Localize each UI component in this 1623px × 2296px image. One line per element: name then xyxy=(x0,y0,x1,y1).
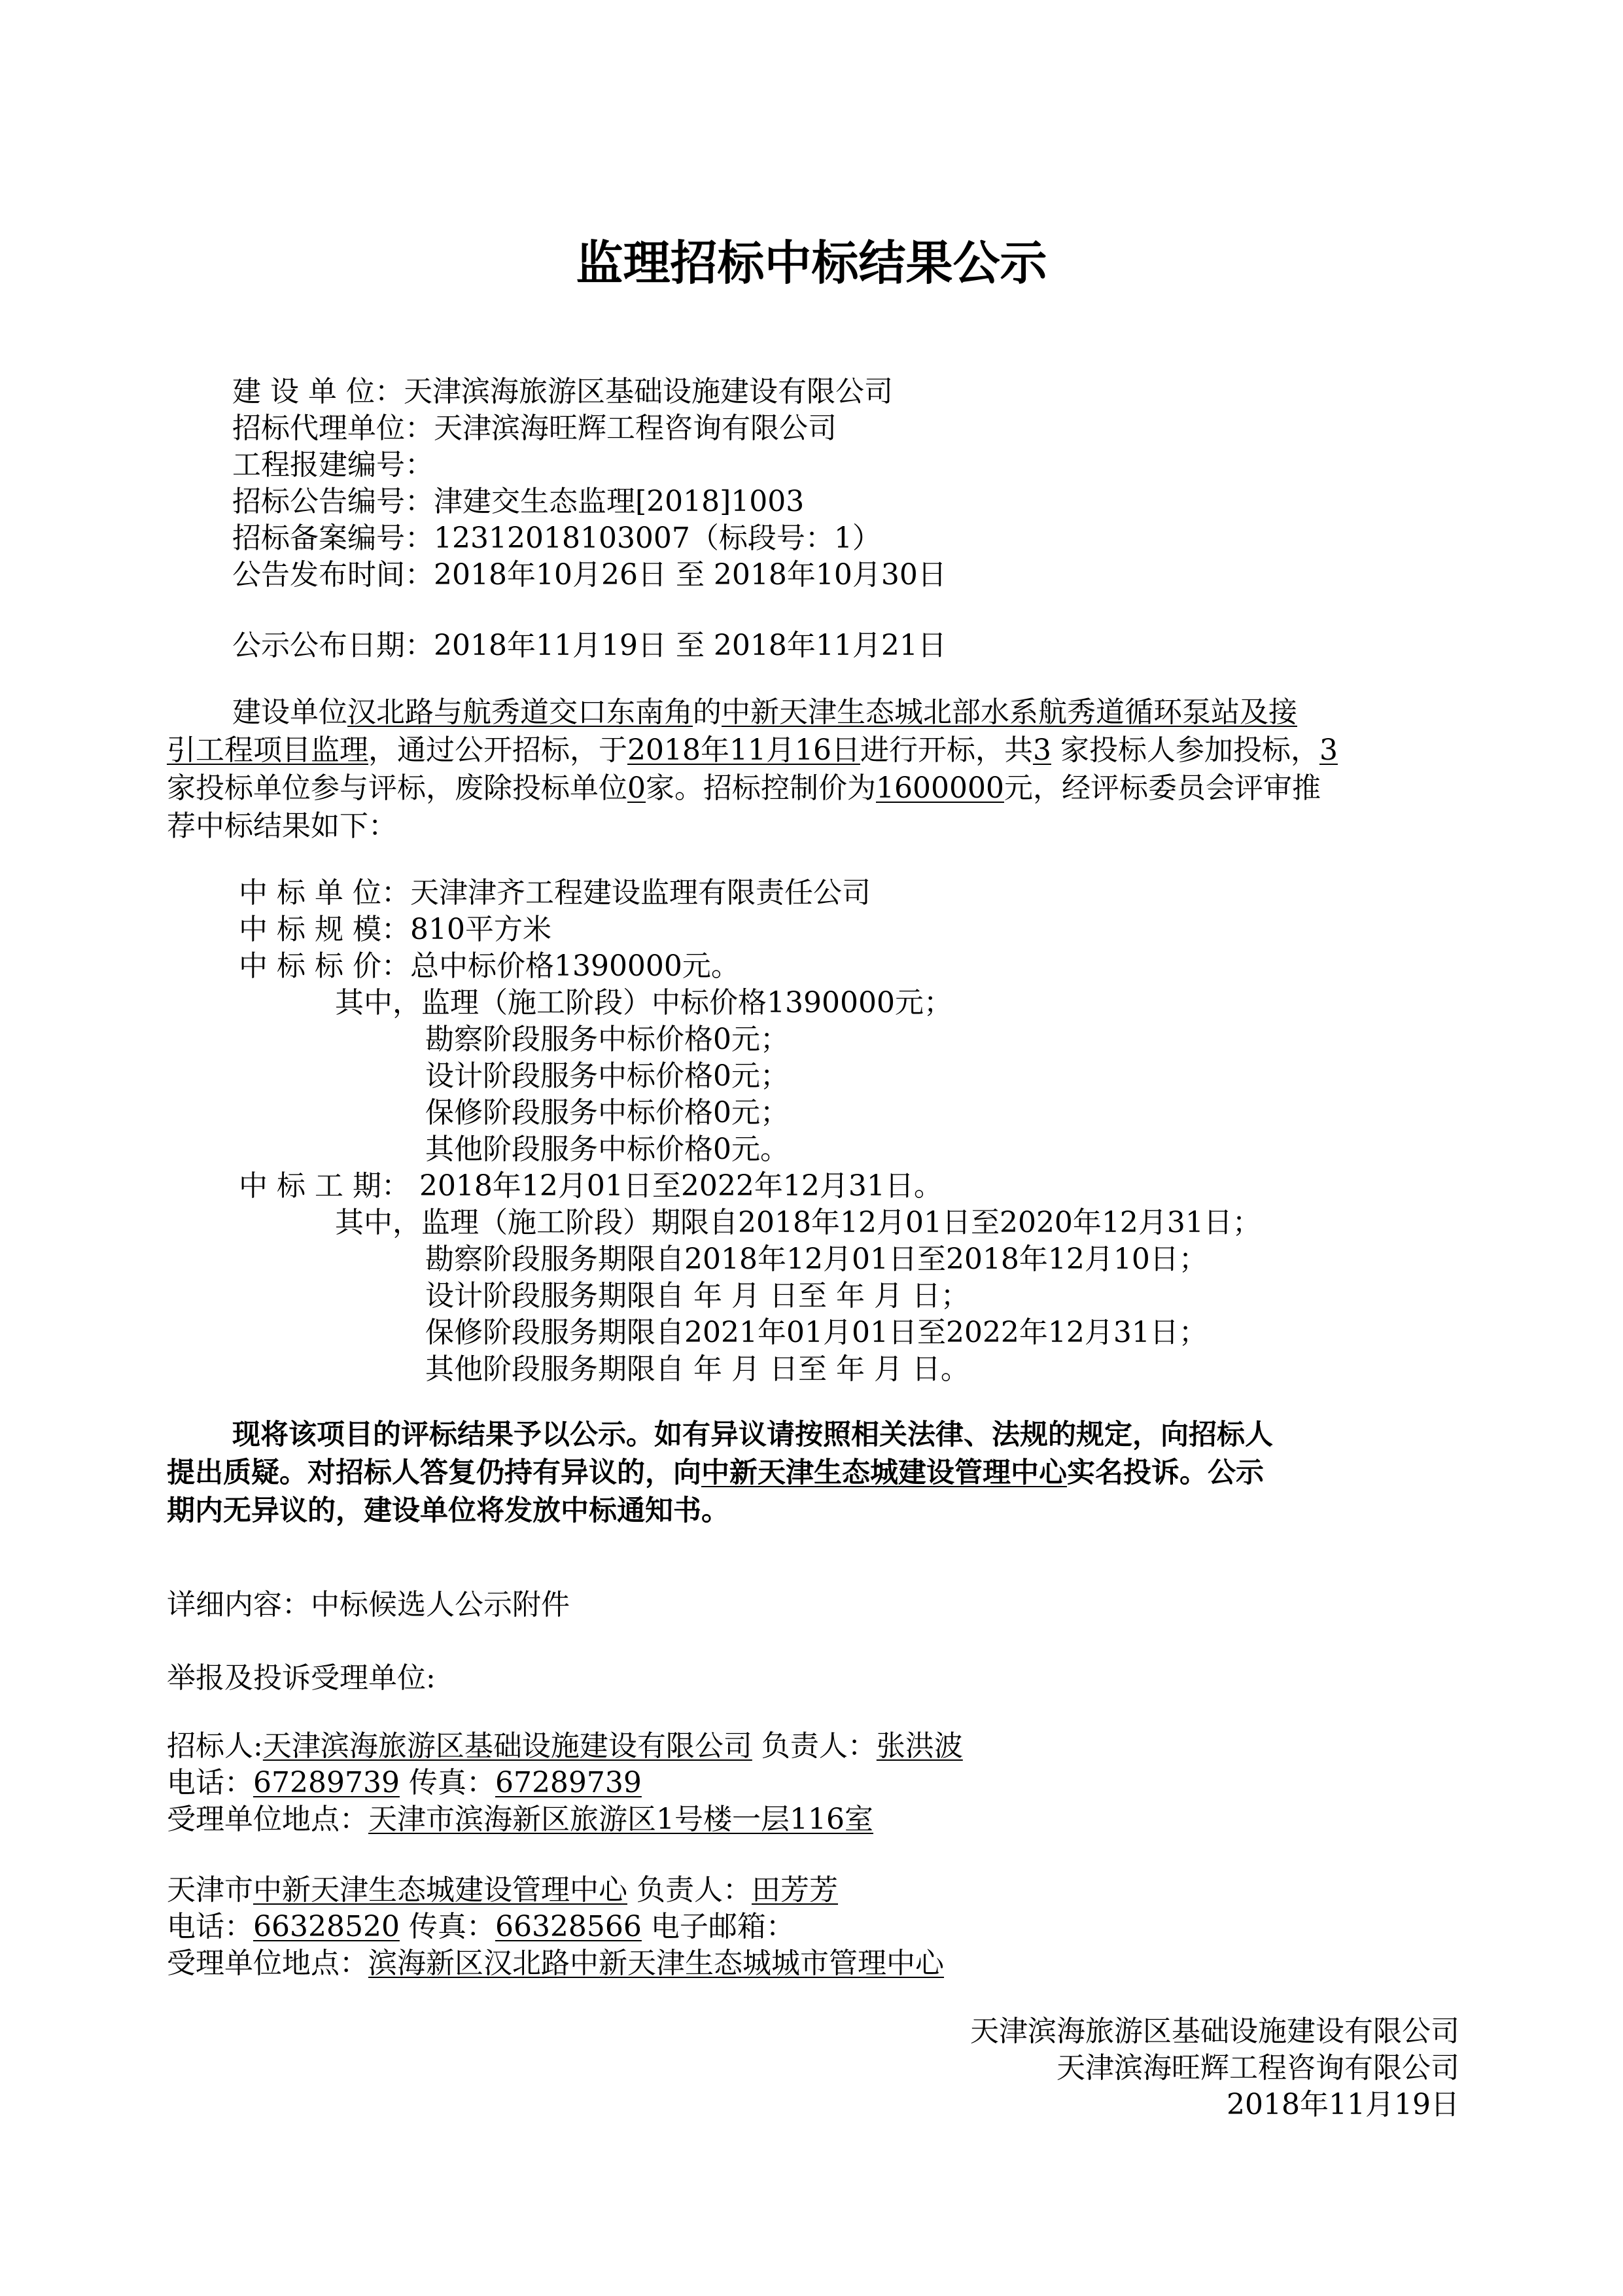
address-label: 受理单位地点： xyxy=(167,1803,368,1836)
page-title: 监理招标中标结果公示 xyxy=(576,236,1047,291)
header-row-record-no xyxy=(232,520,881,557)
tenderer-name: 天津滨海旅游区基础设施建设有限公司 xyxy=(262,1729,752,1763)
open-date: 2018年11月16日 xyxy=(627,733,860,767)
tenderer-contact-line xyxy=(167,1764,642,1802)
authority-address-line xyxy=(167,1945,944,1983)
body-text: ，通过公开招标，于 xyxy=(368,733,627,767)
result-period: 中 标 工 期： 2018年12月01日至2022年12月31日。 xyxy=(239,1169,943,1203)
project-location: 汉北路与航秀道交口东南角 xyxy=(347,696,693,729)
header-label: 公告发布时间： xyxy=(232,558,434,592)
tenderer-address-line xyxy=(167,1801,873,1839)
email-label: 电子邮箱： xyxy=(641,1910,795,1943)
header-label: 建 设 单 位： xyxy=(232,375,404,408)
authority-contact-line xyxy=(167,1908,795,1946)
body-text: 家投标单位参与评标，废除投标单位 xyxy=(167,771,627,805)
price-item: 设计阶段服务中标价格0元； xyxy=(425,1059,789,1093)
rejected-count: 0 xyxy=(627,771,646,805)
header-row-builder xyxy=(232,373,893,411)
header-value: 2018年10月26日 至 2018年10月30日 xyxy=(434,558,947,592)
header-value: 天津滨海旺辉工程咨询有限公司 xyxy=(434,412,837,445)
header-value: 天津滨海旅游区基础设施建设有限公司 xyxy=(403,375,893,408)
header-value: 12312018103007（标段号：1） xyxy=(434,521,881,555)
publicity-value: 2018年11月19日 至 2018年11月21日 xyxy=(434,629,947,662)
bidder-count: 3 xyxy=(1032,733,1051,767)
notice-line-3: 期内无异议的，建设单位将发放中标通知书。 xyxy=(167,1494,729,1527)
person-label: 负责人： xyxy=(752,1729,877,1763)
header-label: 招标公告编号： xyxy=(232,485,434,518)
authority-fax: 66328566 xyxy=(495,1910,642,1943)
control-price: 1600000 xyxy=(876,771,1004,805)
header-row-agent xyxy=(232,410,837,448)
fax-label: 传真： xyxy=(399,1766,495,1799)
tenderer-tel: 67289739 xyxy=(253,1766,400,1799)
body-line-4: 荐中标结果如下： xyxy=(167,809,397,843)
notice-text: 实名投诉。公示 xyxy=(1067,1457,1264,1489)
result-unit: 中 标 单 位：天津津齐工程建设监理有限责任公司 xyxy=(239,876,871,910)
publicity-label: 公示公布日期： xyxy=(232,629,434,662)
tenderer-fax: 67289739 xyxy=(495,1766,642,1799)
price-item: 其他阶段服务中标价格0元。 xyxy=(425,1133,789,1166)
person-label: 负责人： xyxy=(627,1873,752,1907)
authority-person: 田芳芳 xyxy=(752,1873,838,1907)
body-line-1 xyxy=(232,694,1297,732)
signature-agent: 天津滨海旺辉工程咨询有限公司 xyxy=(1056,2051,1459,2085)
period-item: 设计阶段服务期限自 年 月 日至 年 月 日； xyxy=(425,1279,969,1313)
detail-line: 详细内容：中标候选人公示附件 xyxy=(167,1588,570,1621)
body-text: 家。招标控制价为 xyxy=(646,771,876,805)
header-value: 津建交生态监理[2018]1003 xyxy=(434,485,805,518)
tenderer-label: 招标人: xyxy=(167,1729,263,1763)
body-text: 的 xyxy=(693,696,722,729)
header-row-notice-time xyxy=(232,556,947,594)
body-text: 家投标人参加投标， xyxy=(1051,733,1319,767)
header-label: 招标备案编号： xyxy=(232,521,434,555)
body-text: 进行开标，共 xyxy=(860,733,1033,767)
authority-address: 滨海新区汉北路中新天津生态城城市管理中心 xyxy=(368,1947,944,1980)
price-item: 保修阶段服务中标价格0元； xyxy=(425,1096,789,1129)
price-item: 其中，监理（施工阶段）中标价格1390000元； xyxy=(335,986,952,1019)
authority-link: 中新天津生态城建设管理中心 xyxy=(701,1457,1067,1489)
notice-line-1: 现将该项目的评标结果予以公示。如有异议请按照相关法律、法规的规定，向招标人 xyxy=(232,1419,1273,1451)
evaluated-count: 3 xyxy=(1319,733,1338,767)
authority-prefix: 天津市 xyxy=(167,1873,253,1907)
result-price: 中 标 标 价：总中标价格1390000元。 xyxy=(239,949,740,983)
body-text: 元，经评标委员会评审推 xyxy=(1003,771,1321,805)
period-item: 保修阶段服务期限自2021年01月01日至2022年12月31日； xyxy=(425,1316,1208,1349)
tenderer-person: 张洪波 xyxy=(876,1729,963,1763)
body-line-2 xyxy=(167,732,1338,769)
tenderer-address: 天津市滨海新区旅游区1号楼一层116室 xyxy=(368,1803,873,1836)
period-item: 其他阶段服务期限自 年 月 日至 年 月 日。 xyxy=(425,1352,969,1386)
authority-name: 中新天津生态城建设管理中心 xyxy=(253,1873,627,1907)
project-name: 中新天津生态城北部水系航秀道循环泵站及接 xyxy=(722,696,1297,729)
fax-label: 传真： xyxy=(399,1910,495,1943)
complaint-title: 举报及投诉受理单位: xyxy=(167,1661,436,1695)
body-text: 建设单位 xyxy=(232,696,347,729)
price-item: 勘察阶段服务中标价格0元； xyxy=(425,1023,789,1056)
period-item: 其中，监理（施工阶段）期限自2018年12月01日至2020年12月31日； xyxy=(335,1206,1261,1239)
signature-date: 2018年11月19日 xyxy=(1227,2088,1459,2121)
header-row-notice-no xyxy=(232,483,804,521)
body-line-3 xyxy=(167,769,1321,807)
tel-label: 电话： xyxy=(167,1766,253,1799)
address-label: 受理单位地点： xyxy=(167,1947,368,1980)
tenderer-line xyxy=(167,1727,963,1765)
header-label: 工程报建编号： xyxy=(232,448,434,482)
tel-label: 电话： xyxy=(167,1910,253,1943)
authority-tel: 66328520 xyxy=(253,1910,400,1943)
notice-text: 提出质疑。对招标人答复仍持有异议的，向 xyxy=(167,1457,701,1489)
project-name: 引工程项目监理 xyxy=(167,733,368,767)
signature-builder: 天津滨海旅游区基础设施建设有限公司 xyxy=(970,2015,1459,2048)
header-row-registration xyxy=(232,446,434,484)
result-scale: 中 标 规 模：810平方米 xyxy=(239,913,551,946)
header-label: 招标代理单位： xyxy=(232,412,434,445)
publicity-date xyxy=(232,627,947,665)
period-item: 勘察阶段服务期限自2018年12月01日至2018年12月10日； xyxy=(425,1243,1208,1276)
authority-line xyxy=(167,1871,838,1909)
notice-line-2 xyxy=(167,1454,1264,1492)
